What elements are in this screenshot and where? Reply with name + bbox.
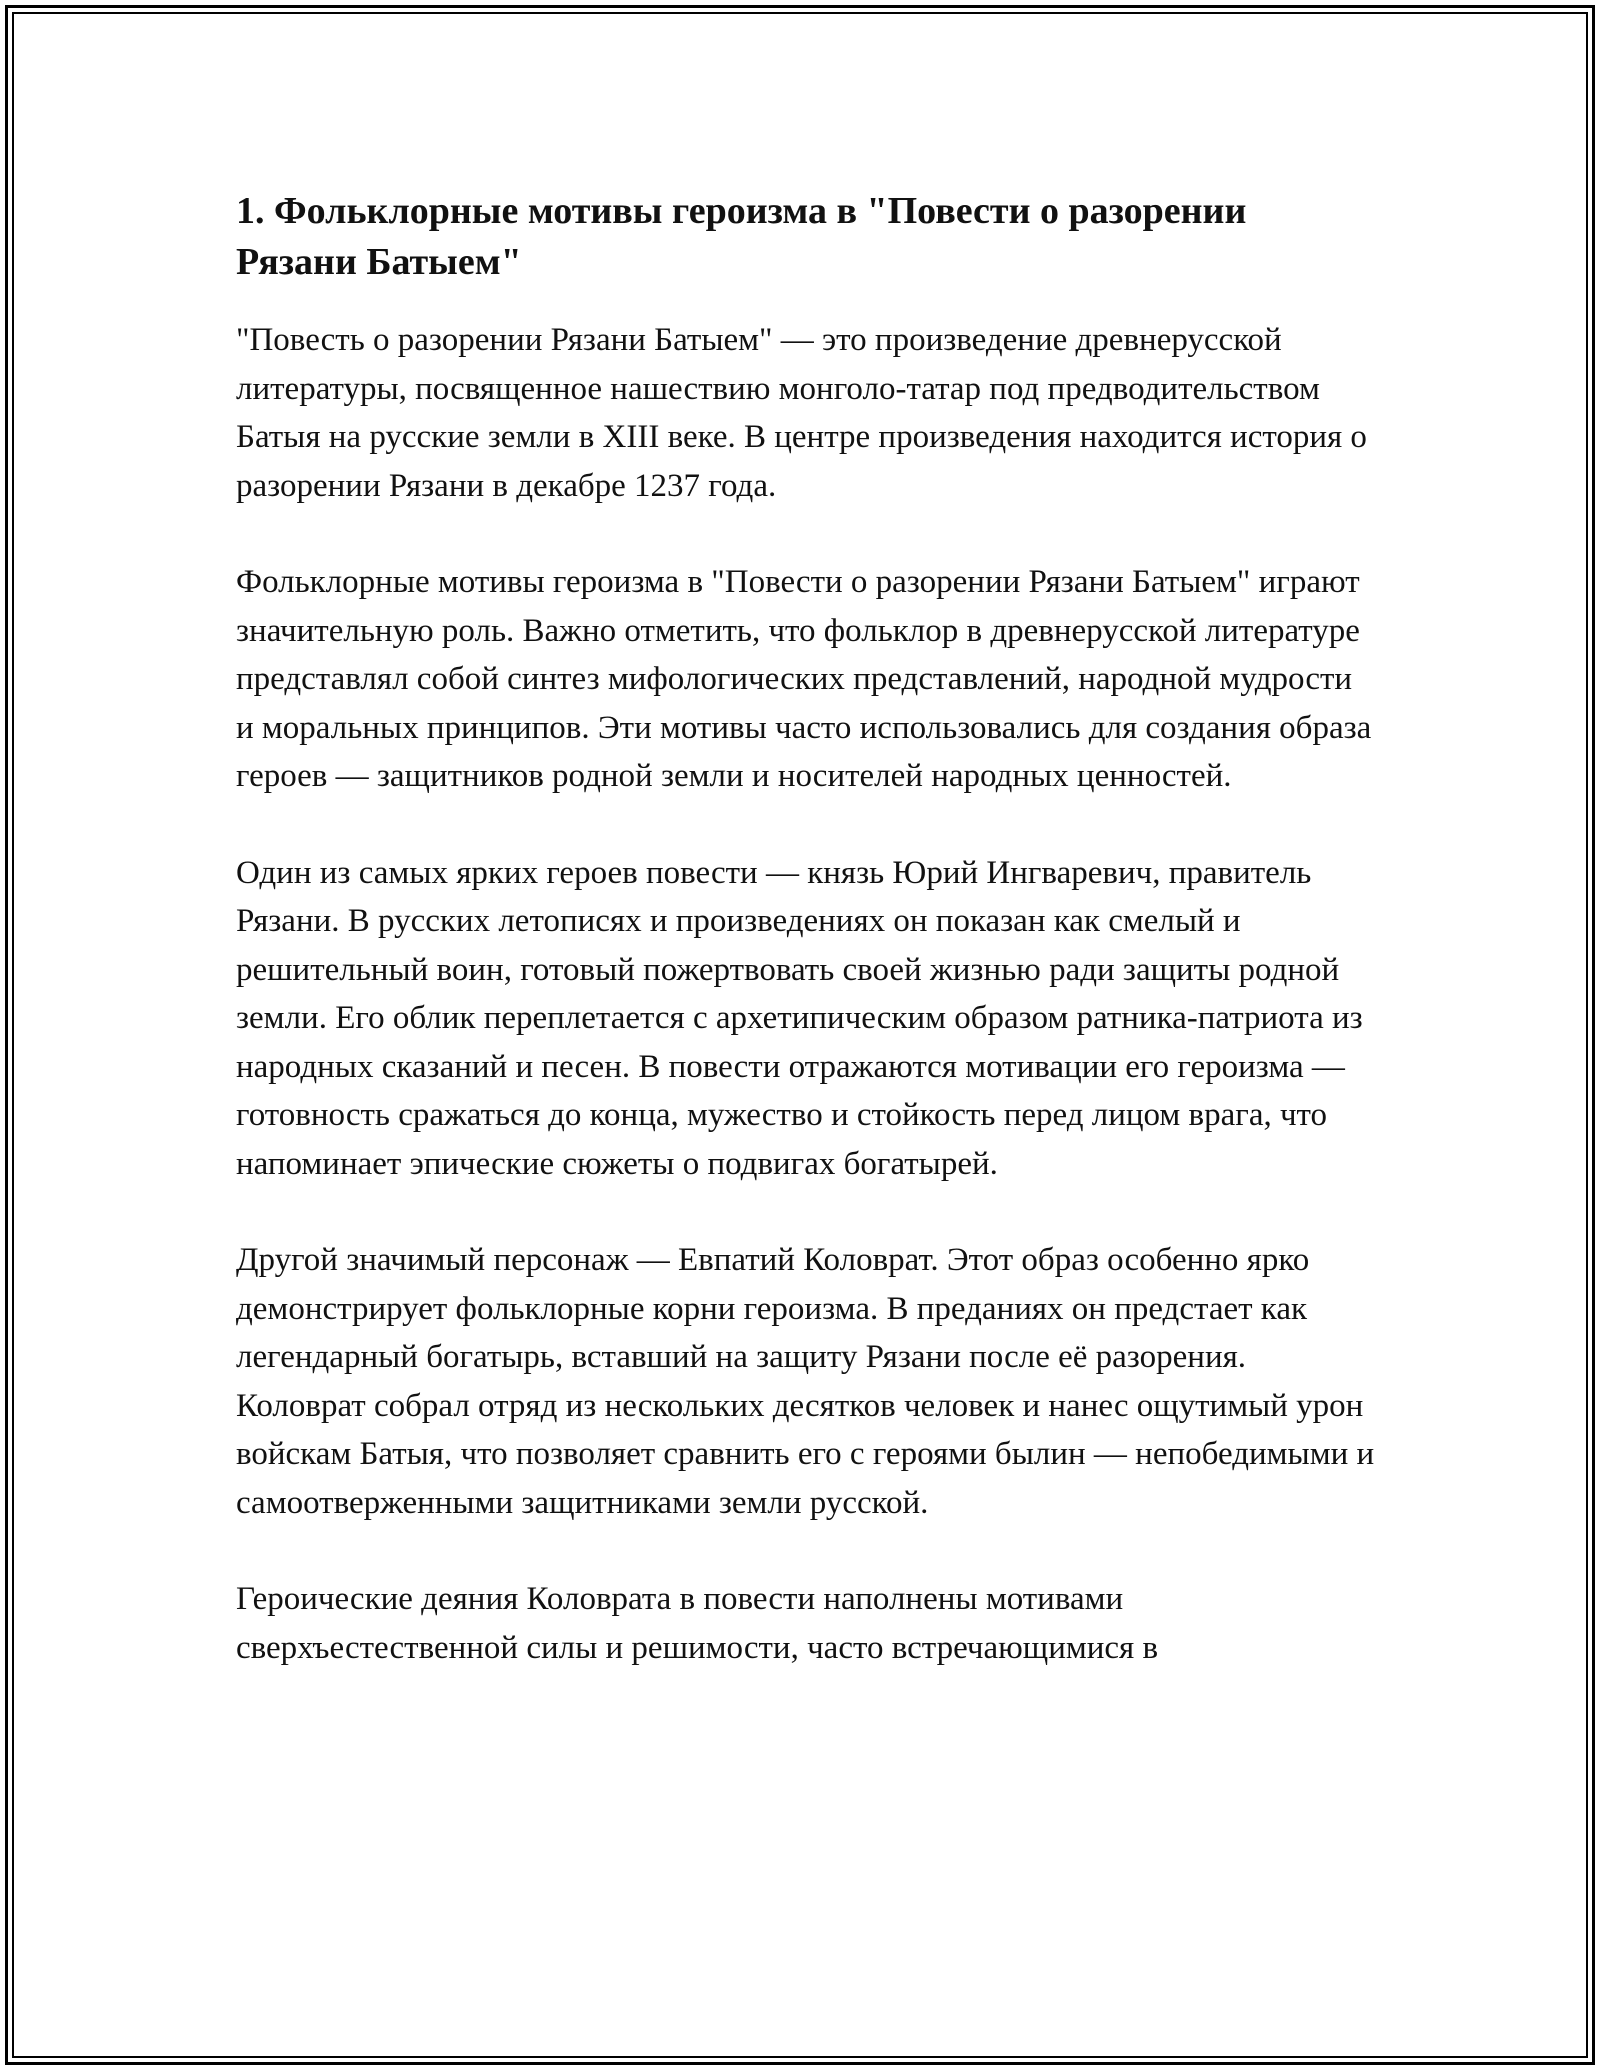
paragraph-evpaty-kolovrat: Другой значимый персонаж — Евпатий Коловрат. Этот образ особенно ярко демонстрирует фольклорные корни героизма. В преданиях он предстает как легендарный богатырь, вставший на защиту Рязани после её разорения. Коловрат собрал отряд из нескольких десятков человек и нанес ощутимый урон войскам Батыя, что позволяет сравнить его с героями былин — непобедимыми и самоотверженными защитниками земли русской. xyxy=(236,1242,1375,1521)
document-body xyxy=(236,186,1376,1720)
paragraph-intro: "Повесть о разорении Рязани Батыем" — это произведение древнерусской литературы, посвященное нашествию монголо-татар под предводительством Батыя на русские земли в XIII веке. В центре произведения находится история о разорении Рязани в декабре 1237 года. xyxy=(236,322,1367,504)
section-heading: 1. Фольклорные мотивы героизма в "Повести о разорении Рязани Батыем" xyxy=(236,190,1247,283)
paragraph-yuri-ingvarevich: Один из самых ярких героев повести — князь Юрий Ингваревич, правитель Рязани. В русских летописях и произведениях он показан как смелый и решительный воин, готовый пожертвовать своей жизнью ради защиты родной земли. Его облик переплетается с архетипическим образом ратника-патриота из народных сказаний и песен. В повести отражаются мотивации его героизма — готовность сражаться до конца, мужество и стойкость перед лицом врага, что напоминает эпические сюжеты о подвигах богатырей. xyxy=(236,854,1363,1182)
paragraph-heroic-deeds: Героические деяния Коловрата в повести наполнены мотивами сверхъестественной силы и решимости, часто встречающимися в xyxy=(236,1581,1159,1666)
paragraph-folklore-motifs: Фольклорные мотивы героизма в "Повести о разорении Рязани Батыем" играют значительную роль. Важно отметить, что фольклор в древнерусской литературе представлял собой синтез мифологических представлений, народной мудрости и моральных принципов. Эти мотивы часто использовались для создания образа героев — защитников родной земли и носителей народных ценностей. xyxy=(236,564,1372,794)
